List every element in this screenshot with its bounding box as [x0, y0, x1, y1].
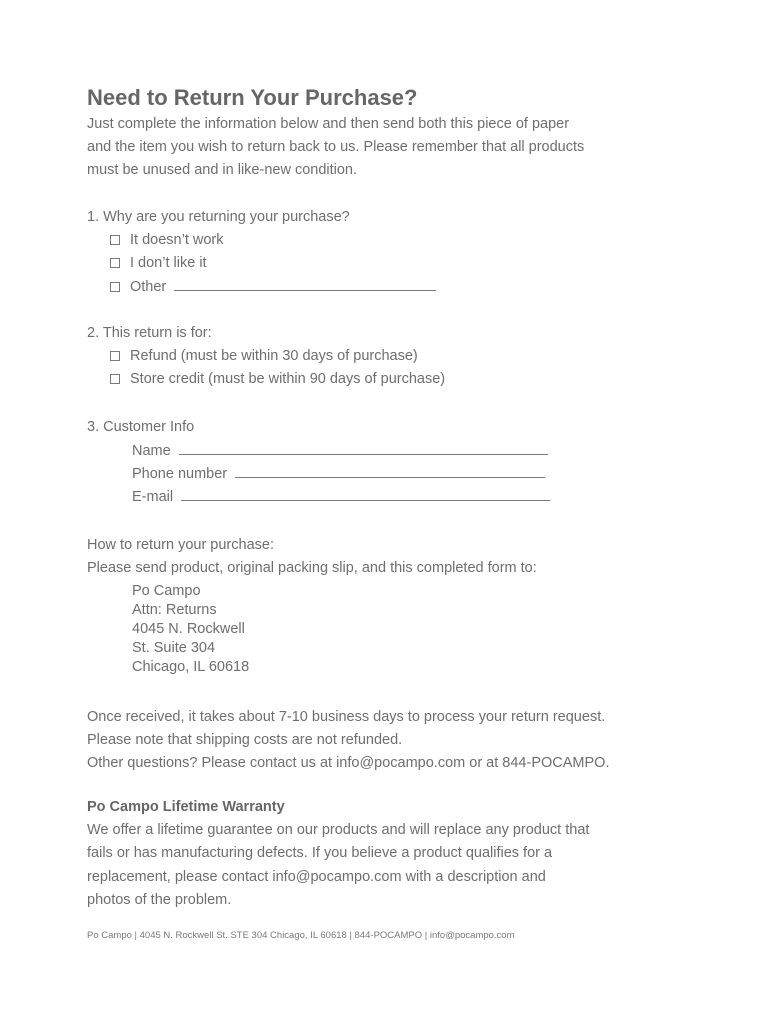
email-field[interactable]	[132, 486, 550, 507]
checkbox-store-credit[interactable]	[110, 374, 120, 384]
checkbox-other[interactable]	[110, 282, 120, 292]
option-refund-label: Refund (must be within 30 days of purchase)	[130, 348, 418, 364]
option-dont-like[interactable]	[110, 253, 207, 273]
name-field[interactable]	[132, 440, 548, 461]
question-2: 2. This return is for:	[87, 325, 212, 341]
shipping-note: Please note that shipping costs are not refunded.	[87, 732, 403, 748]
option-store-credit[interactable]	[110, 369, 445, 389]
page-title: Need to Return Your Purchase?	[87, 85, 418, 110]
option-refund[interactable]	[110, 346, 418, 366]
warranty-line-3: replacement, please contact info@pocampo.com with a description and	[87, 869, 546, 885]
name-label: Name	[132, 443, 171, 459]
address-line-3: 4045 N. Rockwell	[132, 621, 245, 637]
checkbox-refund[interactable]	[110, 351, 120, 361]
warranty-line-2: fails or has manufacturing defects. If you believe a product qualifies for a	[87, 845, 553, 861]
email-line[interactable]	[181, 486, 550, 501]
option-dont-like-label: I don’t like it	[130, 255, 207, 271]
checkbox-doesnt-work[interactable]	[110, 235, 120, 245]
option-doesnt-work-label: It doesn’t work	[130, 232, 224, 248]
option-doesnt-work[interactable]	[110, 230, 224, 250]
question-1: 1. Why are you returning your purchase?	[87, 209, 350, 225]
warranty-line-4: photos of the problem.	[87, 892, 232, 908]
intro-line-1: Just complete the information below and then send both this piece of paper	[87, 116, 570, 132]
address-line-5: Chicago, IL 60618	[132, 659, 250, 675]
address-line-4: St. Suite 304	[132, 640, 216, 656]
warranty-heading: Po Campo Lifetime Warranty	[87, 799, 285, 815]
warranty-line-1: We offer a lifetime guarantee on our products and will replace any product that	[87, 822, 590, 838]
option-other-label: Other	[130, 279, 167, 295]
footer: Po Campo | 4045 N. Rockwell St. STE 304 Chicago, IL 60618 | 844-POCAMPO | info@pocampo.com	[87, 930, 515, 941]
customer-info-heading: 3. Customer Info	[87, 419, 195, 435]
send-instruction: Please send product, original packing slip, and this completed form to:	[87, 560, 537, 576]
phone-line[interactable]	[235, 463, 545, 478]
contact-note: Other questions? Please contact us at info@pocampo.com or at 844-POCAMPO.	[87, 755, 610, 771]
option-other[interactable]	[110, 276, 436, 297]
phone-label: Phone number	[132, 466, 228, 482]
phone-field[interactable]	[132, 463, 545, 484]
name-line[interactable]	[179, 440, 548, 455]
option-store-credit-label: Store credit (must be within 90 days of purchase)	[130, 371, 446, 387]
email-label: E-mail	[132, 489, 174, 505]
intro-line-2: and the item you wish to return back to us. Please remember that all products	[87, 139, 585, 155]
how-to-return-heading: How to return your purchase:	[87, 537, 274, 553]
address-line-2: Attn: Returns	[132, 602, 217, 618]
other-reason-line[interactable]	[174, 276, 436, 291]
checkbox-dont-like[interactable]	[110, 258, 120, 268]
processing-note: Once received, it takes about 7-10 business days to process your return request.	[87, 709, 606, 725]
address-line-1: Po Campo	[132, 583, 201, 599]
intro-line-3: must be unused and in like-new condition.	[87, 162, 358, 178]
